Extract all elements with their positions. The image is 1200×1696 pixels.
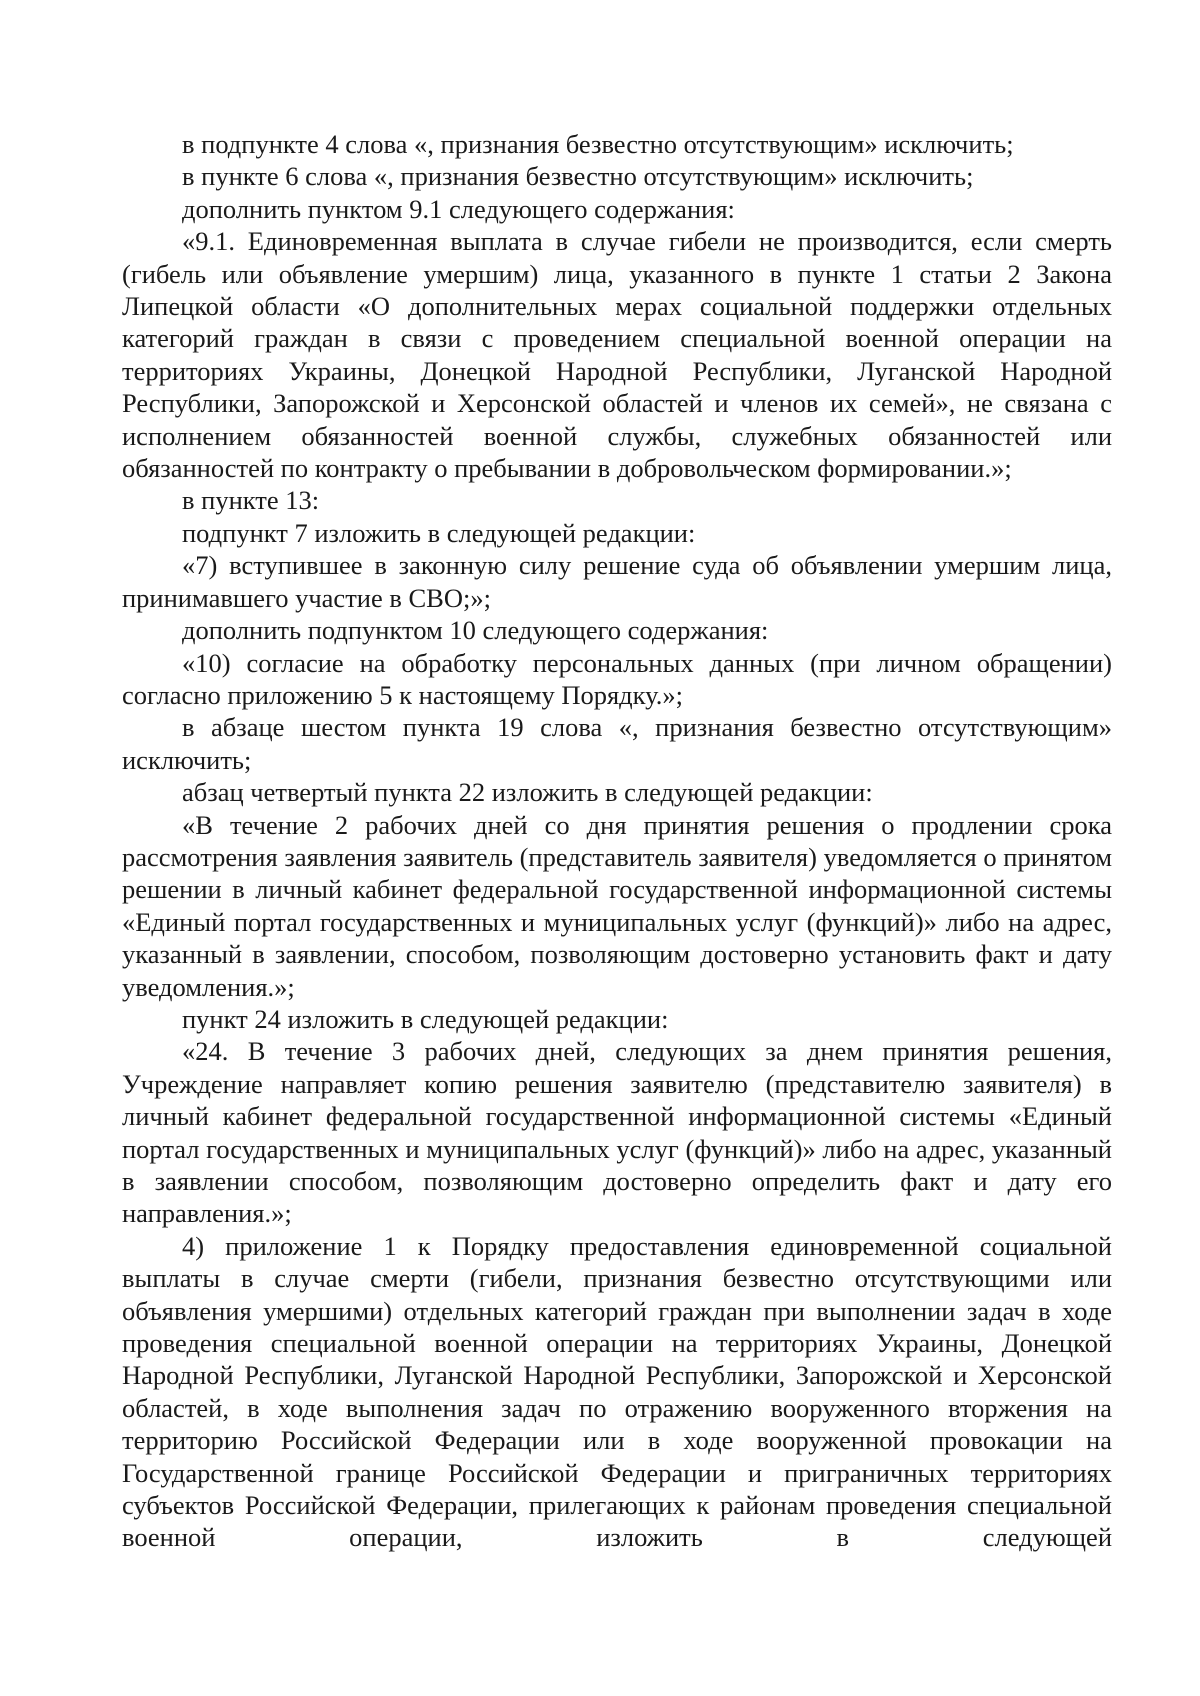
- paragraph-subitem-7-text: «7) вступившее в законную силу решение суда об объявлении умершим лица, принимавшего участие в СВО;»;: [122, 550, 1112, 613]
- paragraph-add-item-9-1: дополнить пунктом 9.1 следующего содержания:: [182, 193, 735, 224]
- paragraph-item-19: в абзаце шестом пункта 19 слова «, признания безвестно отсутствующим» исключить;: [122, 712, 1112, 775]
- paragraph-item-13: в пункте 13:: [182, 485, 320, 516]
- paragraph-item-22-text: «В течение 2 рабочих дней со дня принятия решения о продлении срока рассмотрения заявления заявитель (представитель заявителя) уведомляется о принятом решении в личный кабинет федеральной государственной информационной системы «Единый портал государственных и муниципальных услуг (функций)» либо на адрес, указанный в заявлении, способом, позволяющим достоверно установить факт и дату уведомления.»;: [122, 809, 1112, 1002]
- paragraph-appendix-1: 4) приложение 1 к Порядку предоставления единовременной социальной выплаты в случае смерти (гибели, признания безвестно отсутствующими или объявления умершими) отдельных категорий граждан при выполнении задач в ходе проведения специальной военной операции на территориях Украины, Донецкой Народной Республики, Луганской Народной Республики, Запорожской и Херсонской областей, в ходе выполнения задач по отражению вооруженного вторжения на территорию Российской Федерации или в ходе вооруженной провокации на Государственной границе Российской Федерации и приграничных территориях субъектов Российской Федерации, прилегающих к районам проведения специальной военной операции, изложить в следующей: [122, 1230, 1112, 1553]
- paragraph-item-24-heading: пункт 24 изложить в следующей редакции:: [182, 1003, 669, 1034]
- paragraph-item-6: в пункте 6 слова «, признания безвестно отсутствующим» исключить;: [182, 161, 974, 192]
- paragraph-subitem-10-text: «10) согласие на обработку персональных данных (при личном обращении) согласно приложению 5 к настоящему Порядку.»;: [122, 647, 1112, 710]
- document-page: [122, 128, 1112, 1554]
- paragraph-subitem-4: в подпункте 4 слова «, признания безвестно отсутствующим» исключить;: [182, 129, 1014, 159]
- paragraph-add-subitem-10: дополнить подпунктом 10 следующего содержания:: [182, 615, 769, 646]
- paragraph-item-9-1-text: «9.1. Единовременная выплата в случае гибели не производится, если смерть (гибель или объявление умершим) лица, указанного в пункте 1 статьи 2 Закона Липецкой области «О дополнительных мерах социальной поддержки отдельных категорий граждан в связи с проведением специальной военной операции на территориях Украины, Донецкой Народной Республики, Луганской Народной Республики, Запорожской и Херсонской областей и членов их семей», не связана с исполнением обязанностей военной службы, служебных обязанностей или обязанностей по контракту о пребывании в добровольческом формировании.»;: [122, 226, 1112, 484]
- paragraph-subitem-7-heading: подпункт 7 изложить в следующей редакции:: [182, 517, 696, 548]
- paragraph-item-22-heading: абзац четвертый пункта 22 изложить в следующей редакции:: [182, 777, 873, 808]
- paragraph-item-24-text: «24. В течение 3 рабочих дней, следующих за днем принятия решения, Учреждение направляет копию решения заявителю (представителю заявителя) в личный кабинет федеральной государственной информационной системы «Единый портал государственных и муниципальных услуг (функций)» либо на адрес, указанный в заявлении способом, позволяющим достоверно определить факт и дату его направления.»;: [122, 1036, 1112, 1229]
